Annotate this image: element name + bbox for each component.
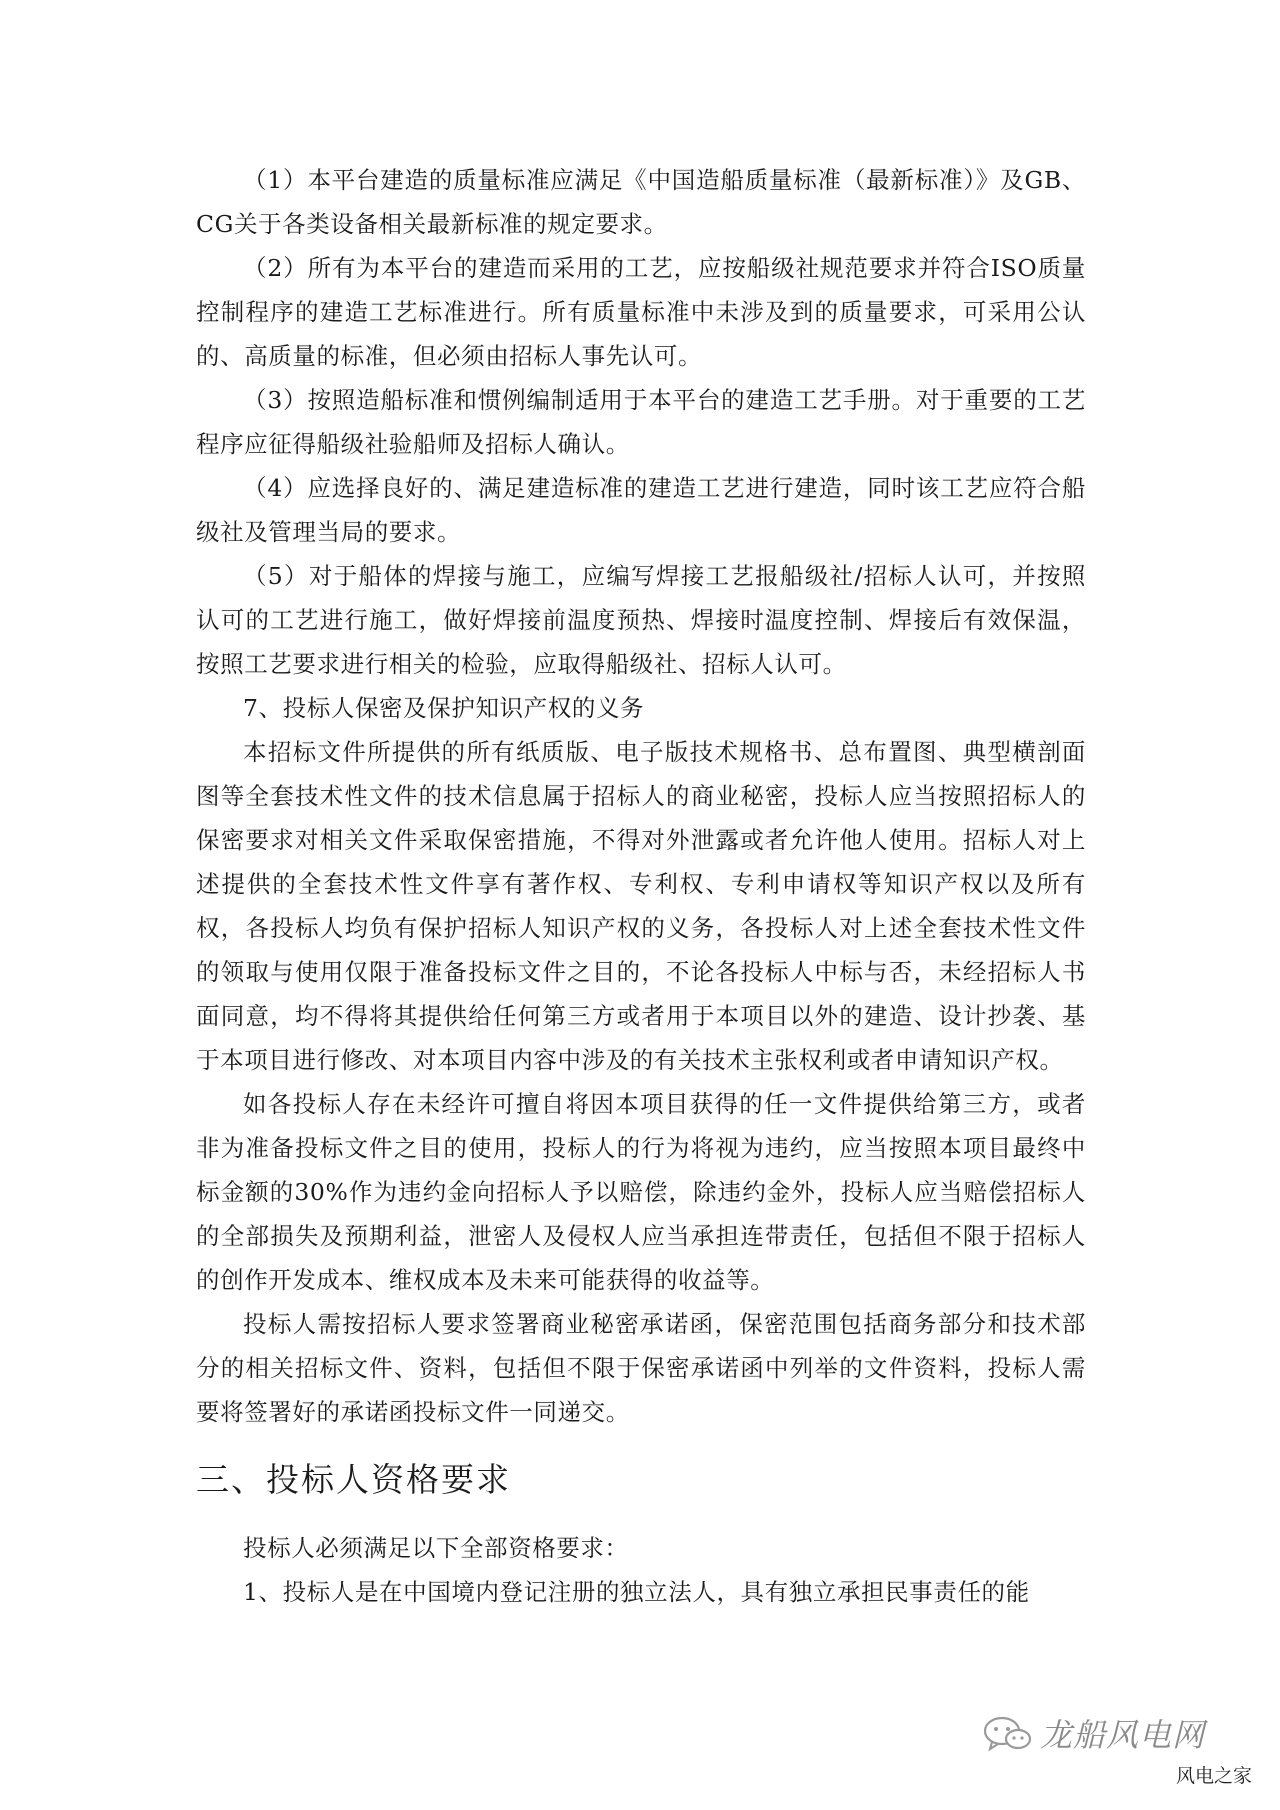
paragraph-process-iso: （2）所有为本平台的建造而采用的工艺，应按船级社规范要求并符合ISO质量控制程序的建造工艺标准进行。所有质量标准中未涉及到的质量要求，可采用公认的、高质量的标准，但必须由招标人事先认可。 <box>196 254 1086 370</box>
paragraph-breach: 如各投标人存在未经许可擅自将因本项目获得的任一文件提供给第三方，或者非为准备投标文件之目的使用，投标人的行为将视为违约，应当按照本项目最终中标金额的30%作为违约金向招标人予以赔偿，除违约金外，投标人应当赔偿招标人的全部损失及预期利益，泄密人及侵权人应当承担连带责任，包括但不限于招标人的创作开发成本、维权成本及未来可能获得的收益等。 <box>196 1090 1086 1294</box>
paragraph-process-manual: （3）按照造船标准和惯例编制适用于本平台的建造工艺手册。对于重要的工艺程序应征得船级社验船师及招标人确认。 <box>196 386 1086 458</box>
paragraph-commitment-letter: 投标人需按招标人要求签署商业秘密承诺函，保密范围包括商务部分和技术部分的相关招标文件、资料，包括但不限于保密承诺函中列举的文件资料，投标人需要将签署好的承诺函投标文件一同递交。 <box>196 1310 1086 1426</box>
paragraph-confidentiality: 本招标文件所提供的所有纸质版、电子版技术规格书、总布置图、典型横剖面图等全套技术性文件的技术信息属于招标人的商业秘密，投标人应当按照招标人的保密要求对相关文件采取保密措施，不得对外泄露或者允许他人使用。招标人对上述提供的全套技术性文件享有著作权、专利权、专利申请权等知识产权以及所有权，各投标人均负有保护招标人知识产权的义务，各投标人对上述全套技术性文件的领取与使用仅限于准备投标文件之目的，不论各投标人中标与否，未经招标人书面同意，均不得将其提供给任何第三方或者用于本项目以外的建造、设计抄袭、基于本项目进行修改、对本项目内容中涉及的有关技术主张权利或者申请知识产权。 <box>196 738 1086 1074</box>
paragraph-requirements-intro: 投标人必须满足以下全部资格要求： <box>243 1534 629 1562</box>
section-heading: 三、投标人资格要求 <box>196 1460 511 1499</box>
document-body <box>196 158 1086 1614</box>
paragraph-process-selection: （4）应选择良好的、满足建造标准的建造工艺进行建造，同时该工艺应符合船级社及管理当局的要求。 <box>196 474 1086 546</box>
paragraph-welding: （5）对于船体的焊接与施工，应编写焊接工艺报船级社/招标人认可，并按照认可的工艺进行施工，做好焊接前温度预热、焊接时温度控制、焊接后有效保温，按照工艺要求进行相关的检验，应取得船级社、招标人认可。 <box>196 562 1086 678</box>
watermark <box>982 1708 1252 1788</box>
watermark-brand: 龙船风电网 <box>1040 1716 1206 1754</box>
wechat-icon <box>982 1714 1032 1754</box>
subheading-confidentiality: 7、投标人保密及保护知识产权的义务 <box>243 694 645 722</box>
paragraph-quality-standard: （1）本平台建造的质量标准应满足《中国造船质量标准（最新标准）》及GB、CG关于各类设备相关最新标准的规定要求。 <box>196 166 1086 238</box>
watermark-subtitle: 风电之家 <box>1175 1765 1252 1787</box>
paragraph-requirement-1: 1、投标人是在中国境内登记注册的独立法人，具有独立承担民事责任的能 <box>243 1578 1030 1606</box>
